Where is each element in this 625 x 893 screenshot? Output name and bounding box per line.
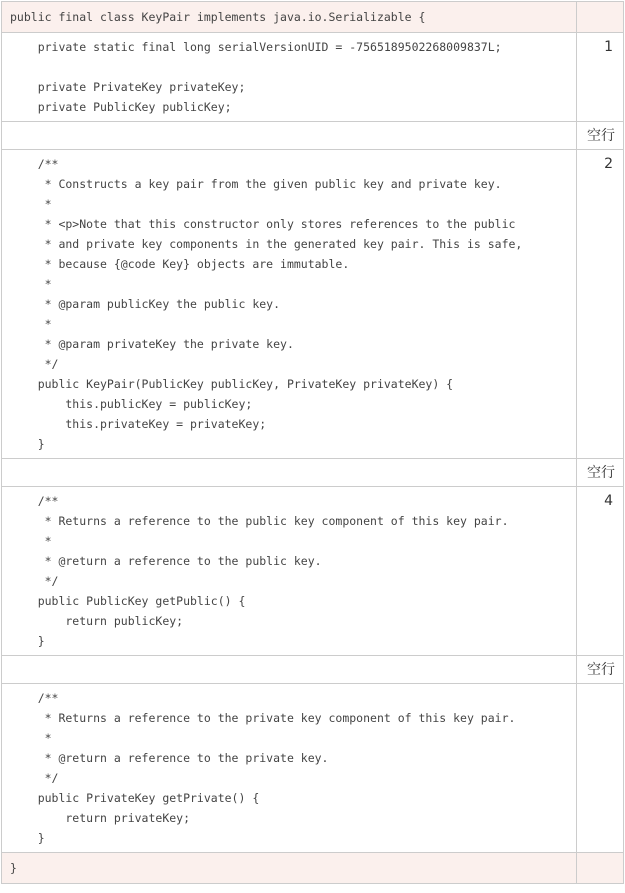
code-cell <box>2 684 577 853</box>
code-line: * Returns a reference to the public key component of this key pair. <box>10 514 509 528</box>
blank-code-cell <box>2 656 577 684</box>
code-line: * @param publicKey the public key. <box>10 297 281 311</box>
code-table-body <box>2 2 624 884</box>
blank-line-row <box>2 122 624 150</box>
class-declaration-row <box>2 2 624 33</box>
code-line: /** <box>10 157 59 171</box>
code-line: * @return a reference to the public key. <box>10 554 322 568</box>
code-line: public final class KeyPair implements java.io.Serializable { <box>10 10 426 24</box>
code-line: } <box>10 831 45 845</box>
block-number <box>577 2 624 33</box>
code-line <box>10 57 568 77</box>
code-line: */ <box>10 771 59 785</box>
class-close-row <box>2 853 624 884</box>
code-line: * <box>10 534 52 548</box>
code-line: * <box>10 277 52 291</box>
block-number: 4 <box>577 487 624 656</box>
block-number: 2 <box>577 150 624 459</box>
block-number: 1 <box>577 33 624 122</box>
code-cell <box>2 150 577 459</box>
code-block-row <box>2 150 624 459</box>
code-line: this.publicKey = publicKey; <box>10 397 253 411</box>
code-line: private static final long serialVersionUID = -7565189502268009837L; <box>10 40 502 54</box>
code-line: * <box>10 317 52 331</box>
block-number <box>577 853 624 884</box>
code-line: * because {@code Key} objects are immutable. <box>10 257 350 271</box>
code-line: * Returns a reference to the private key component of this key pair. <box>10 711 516 725</box>
code-line: } <box>10 861 17 875</box>
code-cell <box>2 853 577 884</box>
code-line: } <box>10 437 45 451</box>
code-line: * @return a reference to the private key. <box>10 751 329 765</box>
blank-line-marker: 空行 <box>577 122 624 150</box>
blank-line-marker: 空行 <box>577 459 624 487</box>
blank-line-row <box>2 656 624 684</box>
code-line: */ <box>10 574 59 588</box>
code-line: } <box>10 634 45 648</box>
code-line: /** <box>10 494 59 508</box>
blank-code-cell <box>2 122 577 150</box>
blank-line-row <box>2 459 624 487</box>
code-line: * Constructs a key pair from the given public key and private key. <box>10 177 502 191</box>
code-line: public PublicKey getPublic() { <box>10 594 246 608</box>
code-line: public KeyPair(PublicKey publicKey, PrivateKey privateKey) { <box>10 377 454 391</box>
code-cell <box>2 487 577 656</box>
code-block-row <box>2 684 624 853</box>
code-line: * @param privateKey the private key. <box>10 337 294 351</box>
code-line: return privateKey; <box>10 811 191 825</box>
code-line: public PrivateKey getPrivate() { <box>10 791 260 805</box>
code-cell <box>2 33 577 122</box>
code-block-row <box>2 487 624 656</box>
code-line: * <box>10 731 52 745</box>
code-line: * <box>10 197 52 211</box>
code-line: private PublicKey publicKey; <box>10 100 232 114</box>
blank-line-marker: 空行 <box>577 656 624 684</box>
code-line: * <p>Note that this constructor only stores references to the public <box>10 217 516 231</box>
code-review-table <box>1 1 624 884</box>
code-cell <box>2 2 577 33</box>
code-block-row <box>2 33 624 122</box>
code-line: return publicKey; <box>10 614 184 628</box>
code-line: * and private key components in the generated key pair. This is safe, <box>10 237 523 251</box>
code-line: this.privateKey = privateKey; <box>10 417 267 431</box>
blank-code-cell <box>2 459 577 487</box>
code-line: */ <box>10 357 59 371</box>
block-number <box>577 684 624 853</box>
code-line: /** <box>10 691 59 705</box>
code-line: private PrivateKey privateKey; <box>10 80 246 94</box>
